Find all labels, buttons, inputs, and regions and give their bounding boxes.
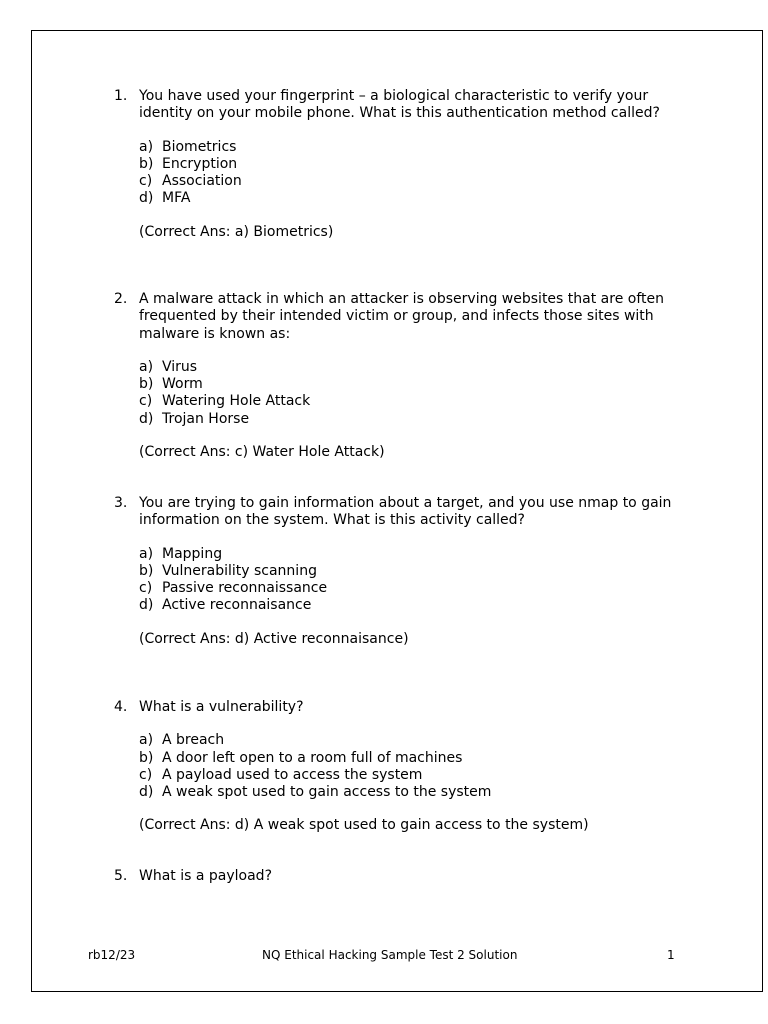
option-text: Encryption xyxy=(162,155,238,172)
option-1d xyxy=(139,190,694,207)
question-1-number: 1. xyxy=(114,88,128,104)
option-text: Mapping xyxy=(162,545,223,562)
option-text: Passive reconnaissance xyxy=(162,580,328,597)
question-3-stem xyxy=(114,495,694,530)
option-4d xyxy=(139,784,694,801)
option-letter: b) xyxy=(139,749,154,766)
option-letter: a) xyxy=(139,138,154,155)
option-2d xyxy=(139,411,694,428)
option-letter: c) xyxy=(139,173,153,190)
option-4b xyxy=(139,750,694,767)
question-2-number: 2. xyxy=(114,291,128,307)
question-1-stem xyxy=(114,88,694,123)
question-2-text: A malware attack in which an attacker is observing websites that are often frequented by their intended victim or group, and infects those sites with malware is known as: xyxy=(139,291,664,342)
option-letter: b) xyxy=(139,376,154,393)
option-text: Association xyxy=(162,173,242,190)
option-letter: c) xyxy=(139,766,153,783)
question-1-answer: (Correct Ans: a) Biometrics) xyxy=(139,223,334,240)
option-3a xyxy=(139,546,694,563)
question-1 xyxy=(114,88,694,241)
option-letter: d) xyxy=(139,190,154,207)
question-4-options xyxy=(114,732,694,801)
option-4c xyxy=(139,767,694,784)
option-text: Biometrics xyxy=(162,138,237,155)
option-text: MFA xyxy=(162,190,191,207)
option-2b xyxy=(139,376,694,393)
question-4-text: What is a vulnerability? xyxy=(139,699,304,715)
option-letter: d) xyxy=(139,784,154,801)
option-text: A payload used to access the system xyxy=(162,766,423,783)
question-5-text: What is a payload? xyxy=(139,868,272,884)
footer-revision: rb12/23 xyxy=(88,948,136,962)
option-1c xyxy=(139,173,694,190)
question-5 xyxy=(114,868,694,885)
option-letter: b) xyxy=(139,562,154,579)
option-letter: d) xyxy=(139,410,154,427)
option-text: Watering Hole Attack xyxy=(162,393,311,410)
option-letter: c) xyxy=(139,580,153,597)
question-5-stem xyxy=(114,868,694,885)
question-2-answer: (Correct Ans: c) Water Hole Attack) xyxy=(139,444,385,461)
question-1-text: You have used your fingerprint – a biological characteristic to verify your identity on your mobile phone. What is this authentication method called? xyxy=(139,88,660,122)
footer-title: NQ Ethical Hacking Sample Test 2 Solution xyxy=(262,948,518,962)
question-2-options xyxy=(114,359,694,428)
option-1a xyxy=(139,139,694,156)
question-4 xyxy=(114,699,694,835)
option-text: Virus xyxy=(162,358,198,375)
option-text: A door left open to a room full of machines xyxy=(162,749,463,766)
question-4-answer: (Correct Ans: d) A weak spot used to gain access to the system) xyxy=(139,817,589,834)
option-2a xyxy=(139,359,694,376)
option-text: A breach xyxy=(162,732,225,749)
option-text: A weak spot used to gain access to the system xyxy=(162,784,492,801)
option-2c xyxy=(139,393,694,410)
option-text: Active reconnaisance xyxy=(162,597,312,614)
option-text: Trojan Horse xyxy=(162,410,250,427)
option-4a xyxy=(139,732,694,749)
question-3-text: You are trying to gain information about a target, and you use nmap to gain information on the system. What is this activity called? xyxy=(139,495,672,529)
option-1b xyxy=(139,156,694,173)
option-letter: c) xyxy=(139,393,153,410)
option-letter: a) xyxy=(139,545,154,562)
option-letter: d) xyxy=(139,597,154,614)
question-3-answer: (Correct Ans: d) Active reconnaisance) xyxy=(139,630,409,647)
question-2-stem xyxy=(114,291,694,343)
option-letter: a) xyxy=(139,732,154,749)
option-text: Vulnerability scanning xyxy=(162,562,317,579)
question-5-number: 5. xyxy=(114,868,128,884)
option-text: Worm xyxy=(162,376,203,393)
question-3 xyxy=(114,495,694,648)
question-2 xyxy=(114,291,694,461)
option-3b xyxy=(139,563,694,580)
question-4-number: 4. xyxy=(114,699,128,715)
question-1-options xyxy=(114,139,694,208)
question-4-stem xyxy=(114,699,694,716)
option-letter: b) xyxy=(139,155,154,172)
question-3-options xyxy=(114,546,694,615)
option-letter: a) xyxy=(139,358,154,375)
option-3d xyxy=(139,597,694,614)
option-3c xyxy=(139,580,694,597)
footer-page-number: 1 xyxy=(667,948,675,962)
question-3-number: 3. xyxy=(114,495,128,511)
